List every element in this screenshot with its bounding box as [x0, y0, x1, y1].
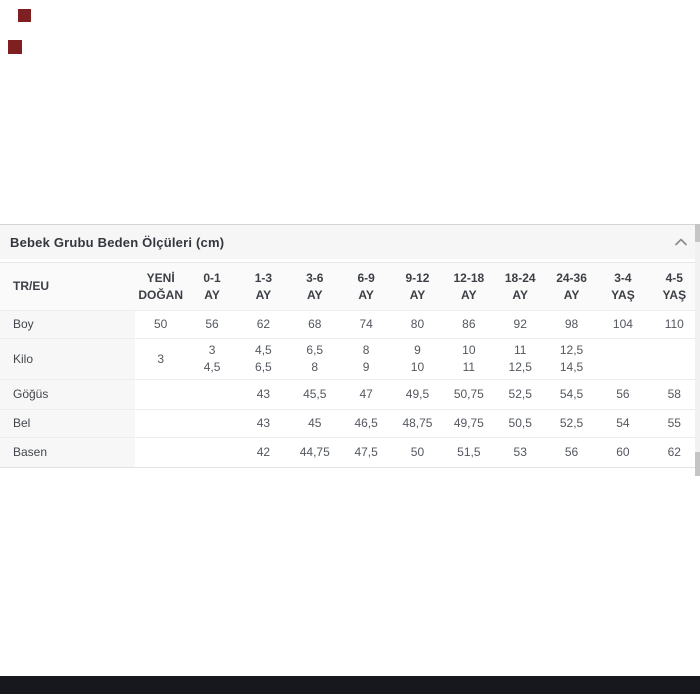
- scrollbar-thumb[interactable]: [695, 224, 700, 242]
- value-cell: 62: [238, 311, 289, 339]
- table-row: [0, 438, 700, 468]
- value-cell: 8 9: [340, 339, 391, 380]
- column-header-cell: 12-18 AY: [443, 263, 494, 311]
- chevron-up-icon: [673, 238, 689, 253]
- value-cell: 52,5: [546, 410, 597, 438]
- scrollbar-thumb[interactable]: [695, 452, 700, 476]
- value-cell: 12,5 14,5: [546, 339, 597, 380]
- value-cell: 86: [443, 311, 494, 339]
- column-header-cell: 1-3 AY: [238, 263, 289, 311]
- table-row: [0, 410, 700, 438]
- value-cell: 44,75: [289, 438, 340, 468]
- value-cell: 104: [597, 311, 648, 339]
- value-cell: [135, 410, 186, 438]
- value-cell: [135, 438, 186, 468]
- row-label-cell: Boy: [0, 311, 135, 339]
- value-cell: 45,5: [289, 380, 340, 410]
- value-cell: 43: [238, 410, 289, 438]
- value-cell: [135, 380, 186, 410]
- collapse-button[interactable]: [673, 234, 689, 250]
- column-header-cell: 6-9 AY: [340, 263, 391, 311]
- value-cell: 9 10: [392, 339, 443, 380]
- value-cell: 52,5: [495, 380, 546, 410]
- value-cell: 50: [392, 438, 443, 468]
- column-header-cell: 18-24 AY: [495, 263, 546, 311]
- value-cell: 10 11: [443, 339, 494, 380]
- column-header-cell: 3-6 AY: [289, 263, 340, 311]
- column-header-cell: 3-4 YAŞ: [597, 263, 648, 311]
- value-cell: 48,75: [392, 410, 443, 438]
- value-cell: [186, 380, 237, 410]
- column-header-cell: 9-12 AY: [392, 263, 443, 311]
- value-cell: 74: [340, 311, 391, 339]
- row-label-cell: Kilo: [0, 339, 135, 380]
- footer-bar: [0, 676, 700, 694]
- value-cell: 49,75: [443, 410, 494, 438]
- value-cell: 6,5 8: [289, 339, 340, 380]
- value-cell: 11 12,5: [495, 339, 546, 380]
- value-cell: 49,5: [392, 380, 443, 410]
- value-cell: [649, 339, 700, 380]
- vertical-scrollbar-track[interactable]: [695, 224, 700, 476]
- row-label-cell: Bel: [0, 410, 135, 438]
- table-row: [0, 311, 700, 339]
- value-cell: 3: [135, 339, 186, 380]
- value-cell: [186, 438, 237, 468]
- red-square-mark: [18, 9, 31, 22]
- value-cell: 92: [495, 311, 546, 339]
- value-cell: 43: [238, 380, 289, 410]
- value-cell: 80: [392, 311, 443, 339]
- value-cell: 50: [135, 311, 186, 339]
- red-square-mark: [8, 40, 22, 54]
- value-cell: 3 4,5: [186, 339, 237, 380]
- value-cell: 45: [289, 410, 340, 438]
- value-cell: 98: [546, 311, 597, 339]
- value-cell: 56: [546, 438, 597, 468]
- column-header-cell: YENİ DOĞAN: [135, 263, 186, 311]
- corner-header-cell: TR/EU: [0, 263, 135, 311]
- size-chart-accordion-header[interactable]: [0, 224, 700, 259]
- column-header-cell: 4-5 YAŞ: [649, 263, 700, 311]
- column-header-cell: 0-1 AY: [186, 263, 237, 311]
- value-cell: 62: [649, 438, 700, 468]
- value-cell: 47,5: [340, 438, 391, 468]
- table-row: [0, 380, 700, 410]
- value-cell: 56: [597, 380, 648, 410]
- value-cell: 47: [340, 380, 391, 410]
- value-cell: [186, 410, 237, 438]
- row-label-cell: Göğüs: [0, 380, 135, 410]
- row-label-cell: Basen: [0, 438, 135, 468]
- value-cell: 54,5: [546, 380, 597, 410]
- value-cell: 53: [495, 438, 546, 468]
- table-header-row: [0, 263, 700, 311]
- size-chart-table-container: [0, 262, 700, 468]
- accordion-title: Bebek Grubu Beden Ölçüleri (cm): [10, 234, 225, 250]
- value-cell: 58: [649, 380, 700, 410]
- value-cell: 50,75: [443, 380, 494, 410]
- value-cell: 54: [597, 410, 648, 438]
- value-cell: 68: [289, 311, 340, 339]
- value-cell: 51,5: [443, 438, 494, 468]
- value-cell: 46,5: [340, 410, 391, 438]
- value-cell: 110: [649, 311, 700, 339]
- value-cell: 56: [186, 311, 237, 339]
- table-row: [0, 339, 700, 380]
- value-cell: 60: [597, 438, 648, 468]
- column-header-cell: 24-36 AY: [546, 263, 597, 311]
- value-cell: 50,5: [495, 410, 546, 438]
- value-cell: [597, 339, 648, 380]
- value-cell: 4,5 6,5: [238, 339, 289, 380]
- size-chart-table: [0, 262, 700, 468]
- value-cell: 42: [238, 438, 289, 468]
- value-cell: 55: [649, 410, 700, 438]
